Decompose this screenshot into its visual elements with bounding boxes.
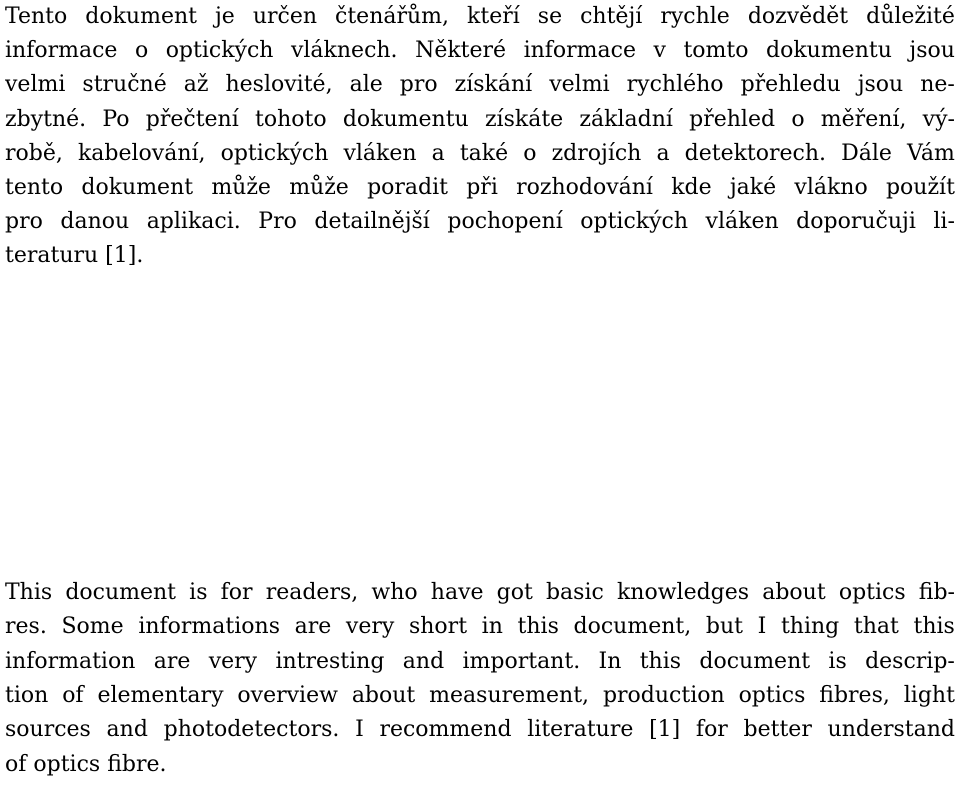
word-token: about xyxy=(351,683,416,708)
word-token: základní xyxy=(579,107,673,132)
word-token: important. xyxy=(462,649,581,674)
word-token: are xyxy=(153,649,191,674)
word-token: se xyxy=(537,4,563,29)
word-token: Dále xyxy=(841,141,892,166)
word-token: velmi xyxy=(549,72,610,97)
word-token: short xyxy=(408,614,468,639)
word-token: o xyxy=(523,141,537,166)
word-token: this xyxy=(639,649,682,674)
word-token: o xyxy=(791,107,805,132)
paragraph-line xyxy=(5,610,955,644)
word-token: for xyxy=(695,717,728,742)
word-token: použít xyxy=(885,175,955,200)
word-token: have xyxy=(430,580,484,605)
word-token: kabelování, xyxy=(77,141,206,166)
word-token: získání xyxy=(454,72,533,97)
word-token: dokument xyxy=(85,4,197,29)
paragraph-line xyxy=(5,103,955,137)
word-token: and xyxy=(402,649,445,674)
word-token: about xyxy=(762,580,826,605)
word-token: optics xyxy=(738,683,806,708)
word-token: is xyxy=(828,649,847,674)
word-token: optických xyxy=(580,209,689,234)
word-token: measurement, xyxy=(429,683,590,708)
word-token: Some xyxy=(61,614,124,639)
word-token: sources xyxy=(5,717,91,742)
word-token: Tento xyxy=(5,4,68,29)
paragraph-line xyxy=(5,137,955,171)
word-token: overview xyxy=(237,683,338,708)
word-token: photodetectors. xyxy=(163,717,340,742)
word-token: pochopení xyxy=(447,209,563,234)
word-token: thing xyxy=(780,614,840,639)
word-token: understand xyxy=(827,717,955,742)
word-token: information xyxy=(5,649,136,674)
word-token: chtějí xyxy=(580,4,643,29)
paragraph-line xyxy=(5,34,955,68)
word-token: but xyxy=(705,614,743,639)
paragraph-line xyxy=(5,171,955,205)
paragraph-line xyxy=(5,576,955,610)
word-token: heslovité, xyxy=(225,72,333,97)
word-token: recommend xyxy=(379,717,512,742)
word-token: informace xyxy=(5,38,118,63)
word-token: kde xyxy=(671,175,712,200)
word-token: velmi xyxy=(5,72,66,97)
word-token: is xyxy=(189,580,208,605)
word-token: basic xyxy=(545,580,604,605)
word-token: vlákno xyxy=(794,175,868,200)
word-token: jsou xyxy=(857,72,904,97)
word-token: vláken xyxy=(705,209,779,234)
word-token: literature xyxy=(527,717,634,742)
word-token: [1] xyxy=(649,717,681,742)
word-token: přehled xyxy=(689,107,776,132)
word-token: elementary xyxy=(97,683,224,708)
word-token: čtenářům, xyxy=(335,4,450,29)
word-token: a xyxy=(431,141,445,166)
word-token: knowledges xyxy=(616,580,750,605)
word-token: robě, xyxy=(5,141,63,166)
word-token: very xyxy=(345,614,395,639)
word-token: detailnější xyxy=(314,209,430,234)
paragraph-line xyxy=(5,679,955,713)
word-token: This xyxy=(5,580,53,605)
word-token: I xyxy=(355,717,364,742)
word-token: res. xyxy=(5,614,47,639)
word-token: rychlého xyxy=(626,72,724,97)
word-token: rozhodování xyxy=(516,175,653,200)
word-token: I xyxy=(757,614,767,639)
word-token: pro xyxy=(5,209,43,234)
word-token: pro xyxy=(399,72,438,97)
word-token: and xyxy=(106,717,148,742)
word-token: document xyxy=(699,649,811,674)
word-token: zdrojích xyxy=(551,141,642,166)
paragraph-line xyxy=(5,645,955,679)
word-token: je xyxy=(214,4,235,29)
word-token: informations xyxy=(138,614,280,639)
word-token: fib- xyxy=(918,580,955,605)
word-token: are xyxy=(294,614,332,639)
word-token: dokument xyxy=(81,175,194,200)
word-token: Pro xyxy=(258,209,297,234)
paragraph-line-last: of optics fibre. xyxy=(5,752,167,777)
word-token: může xyxy=(211,175,271,200)
word-token: jaké xyxy=(729,175,777,200)
word-token: a xyxy=(656,141,670,166)
word-token: tento xyxy=(5,175,64,200)
word-token: production xyxy=(602,683,725,708)
word-token: danou xyxy=(60,209,130,234)
word-token: dokumentu xyxy=(342,107,469,132)
word-token: aplikaci. xyxy=(146,209,241,234)
word-token: přečtení xyxy=(145,107,239,132)
word-token: určen xyxy=(252,4,318,29)
word-token: tomto xyxy=(683,38,749,63)
word-token: jsou xyxy=(909,38,955,63)
word-token: optics xyxy=(838,580,906,605)
word-token: může xyxy=(289,175,349,200)
word-token: that xyxy=(853,614,899,639)
paragraph-line xyxy=(5,205,955,239)
word-token: měření, xyxy=(820,107,907,132)
word-token: li- xyxy=(933,209,955,234)
paragraph-line xyxy=(5,713,955,747)
word-token: také xyxy=(459,141,509,166)
word-token: ale xyxy=(349,72,383,97)
word-token: vláknech. xyxy=(290,38,398,63)
word-token: dokumentu xyxy=(765,38,892,63)
word-token: o xyxy=(134,38,149,63)
paragraph-line xyxy=(5,68,955,102)
word-token: fibres, xyxy=(819,683,890,708)
word-token: důležité xyxy=(866,4,955,29)
word-token: informace xyxy=(523,38,636,63)
word-token: detektorech. xyxy=(684,141,827,166)
word-token: Některé xyxy=(415,38,507,63)
word-token: in xyxy=(481,614,503,639)
word-token: intresting xyxy=(275,649,385,674)
paragraph-line-last: teraturu [1]. xyxy=(5,243,144,268)
word-token: this xyxy=(517,614,559,639)
word-token: readers, xyxy=(265,580,359,605)
paragraph-line xyxy=(5,0,955,34)
word-token: very xyxy=(208,649,258,674)
word-token: zbytné. xyxy=(5,107,87,132)
word-token: tohoto xyxy=(255,107,327,132)
word-token: až xyxy=(183,72,209,97)
word-token: dozvědět xyxy=(747,4,849,29)
word-token: got xyxy=(496,580,533,605)
word-token: light xyxy=(903,683,955,708)
word-token: better xyxy=(743,717,812,742)
word-token: stručné xyxy=(82,72,167,97)
word-token: optických xyxy=(220,141,329,166)
word-token: optických xyxy=(165,38,274,63)
word-token: kteří xyxy=(467,4,520,29)
word-token: vláken xyxy=(343,141,417,166)
word-token: rychle xyxy=(660,4,730,29)
word-token: získáte xyxy=(484,107,564,132)
word-token: v xyxy=(653,38,666,63)
word-token: descrip- xyxy=(865,649,955,674)
word-token: Po xyxy=(102,107,130,132)
word-token: this xyxy=(913,614,955,639)
word-token: who xyxy=(371,580,418,605)
word-token: přehledu xyxy=(740,72,841,97)
word-token: In xyxy=(598,649,622,674)
word-token: při xyxy=(466,175,498,200)
word-token: document xyxy=(65,580,177,605)
word-token: ne- xyxy=(920,72,955,97)
word-token: Vám xyxy=(907,141,955,166)
word-token: doporučuji xyxy=(796,209,916,234)
word-token: for xyxy=(220,580,253,605)
word-token: tion xyxy=(5,683,49,708)
word-token: poradit xyxy=(367,175,448,200)
word-token: document, xyxy=(573,614,692,639)
word-token: vý- xyxy=(922,107,955,132)
word-token: of xyxy=(62,683,84,708)
